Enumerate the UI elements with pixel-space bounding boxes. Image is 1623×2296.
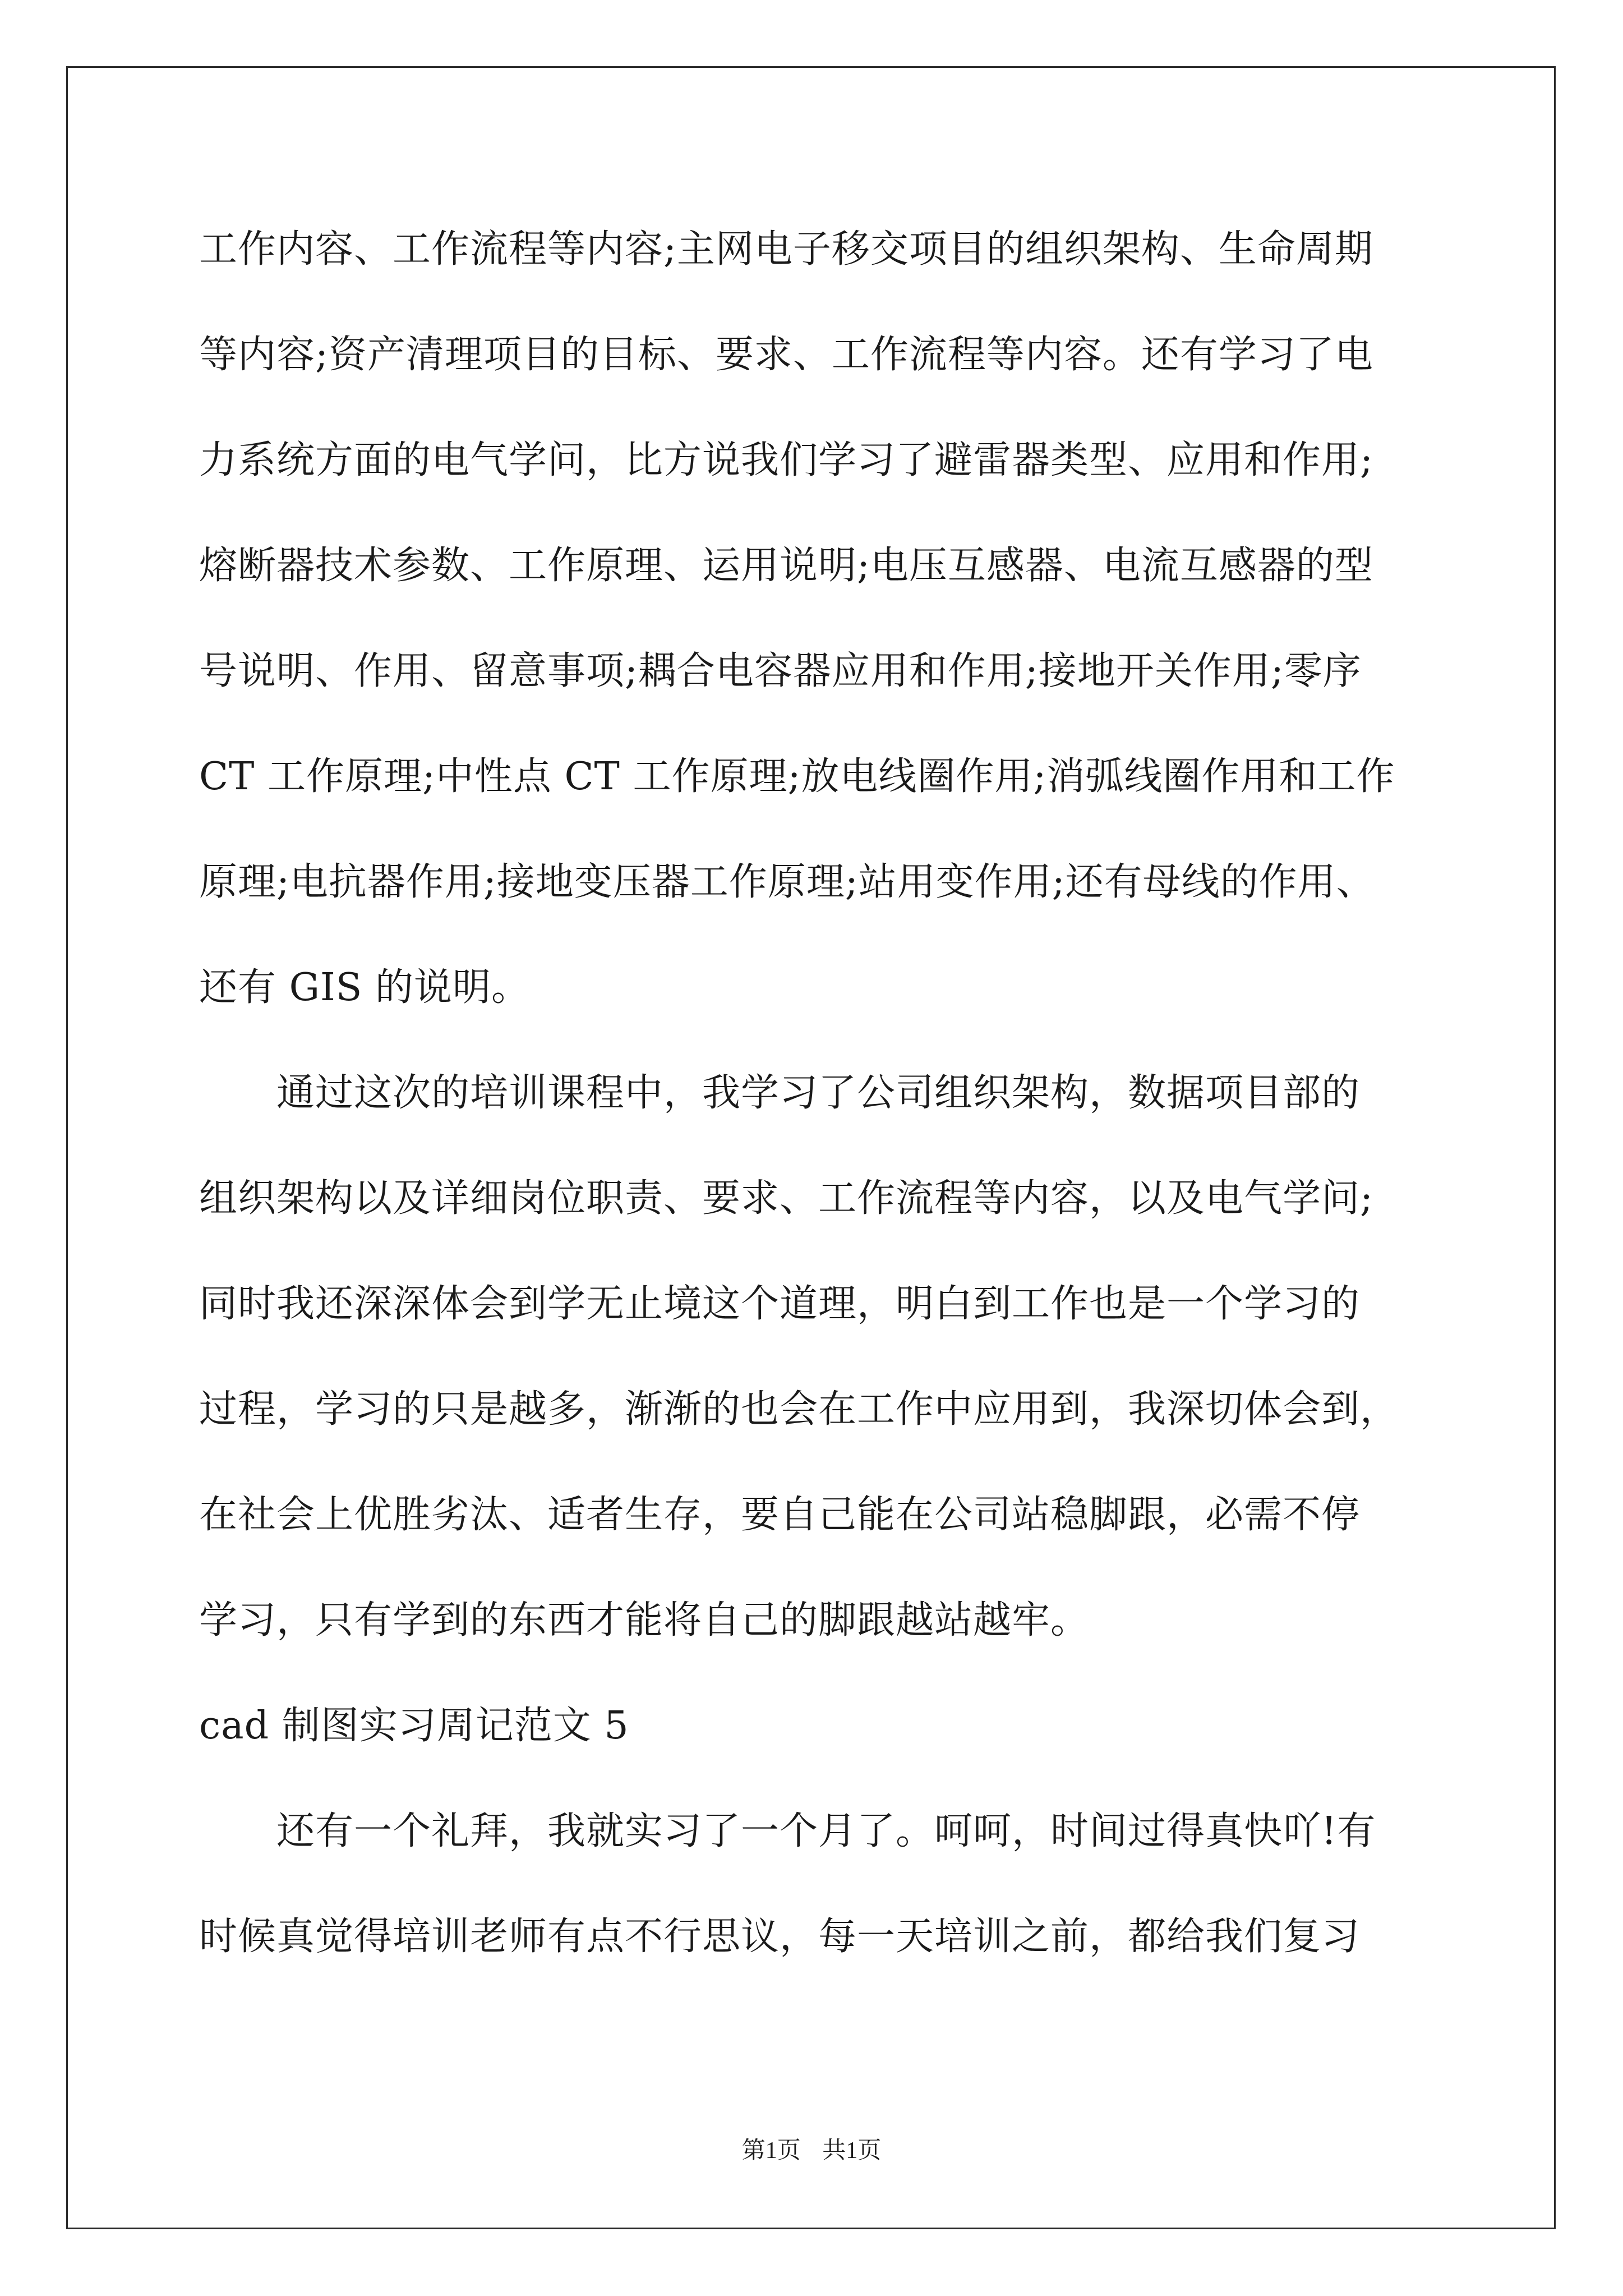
page-number-current: 第1页 — [741, 2138, 801, 2164]
page-number-total: 共1页 — [822, 2138, 882, 2164]
text-line: 还有 GIS 的说明。 — [199, 965, 530, 1010]
text-line: 工作内容、工作流程等内容;主网电子移交项目的组织架构、生命周期 — [199, 227, 1373, 272]
text-line: 熔断器技术参数、工作原理、运用说明;电压互感器、电流互感器的型 — [199, 544, 1373, 588]
page-footer — [0, 2132, 1623, 2165]
text-line: 过程，学习的只是越多，渐渐的也会在工作中应用到，我深切体会到， — [199, 1387, 1399, 1432]
text-line: 等内容;资产清理项目的目标、要求、工作流程等内容。还有学习了电 — [199, 333, 1373, 377]
text-line: 原理;电抗器作用;接地变压器工作原理;站用变作用;还有母线的作用、 — [199, 860, 1375, 904]
text-line: 号说明、作用、留意事项;耦合电容器应用和作用;接地开关作用;零序 — [199, 649, 1362, 693]
text-line: 学习，只有学到的东西才能将自己的脚跟越站越牢。 — [199, 1598, 1090, 1642]
section-heading: cad 制图实习周记范文 5 — [199, 1704, 629, 1748]
text-line: CT 工作原理;中性点 CT 工作原理;放电线圈作用;消弧线圈作用和工作 — [199, 754, 1395, 799]
text-line: 时候真觉得培训老师有点不行思议，每一天培训之前，都给我们复习 — [199, 1915, 1361, 1959]
text-line: 在社会上优胜劣汰、适者生存，要自己能在公司站稳脚跟，必需不停 — [199, 1493, 1361, 1537]
text-line: 同时我还深深体会到学无止境这个道理，明白到工作也是一个学习的 — [199, 1282, 1361, 1326]
paragraph-start-line: 还有一个礼拜，我就实习了一个月了。呵呵，时间过得真快吖!有 — [199, 1809, 1376, 1853]
document-body — [199, 208, 1433, 2000]
text-line: 组织架构以及详细岗位职责、要求、工作流程等内容，以及电气学问; — [199, 1176, 1373, 1221]
text-line: 力系统方面的电气学问，比方说我们学习了避雷器类型、应用和作用; — [199, 438, 1373, 482]
paragraph-start-line: 通过这次的培训课程中，我学习了公司组织架构，数据项目部的 — [199, 1071, 1361, 1115]
